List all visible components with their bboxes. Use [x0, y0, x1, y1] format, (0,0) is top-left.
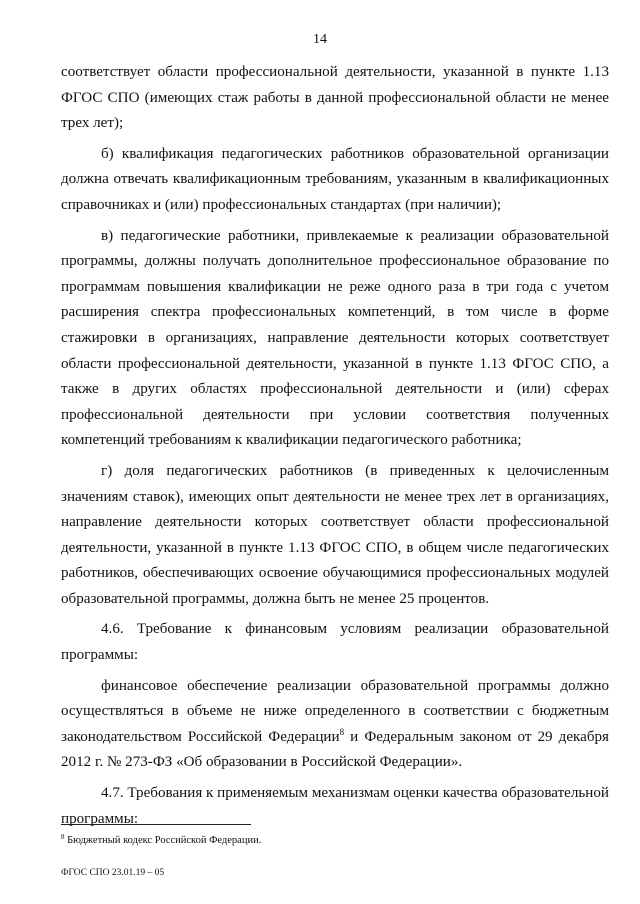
paragraph-g: г) доля педагогических работников (в приведенных к целочисленным значениям ставок), имеющих опыт деятельности не менее трех лет в организациях, направление деятельности которых соответствует области профессиональной деятельности, указанной в пункте 1.13 ФГОС СПО, в общем числе педагогических работников, обеспечивающих освоение обучающимися профессиональных модулей образовательной программы, должна быть не менее 25 процентов.: [61, 462, 609, 607]
paragraph-continuation: соответствует области профессиональной деятельности, указанной в пункте 1.13 ФГОС СПО (имеющих стаж работы в данной профессиональной области не менее трех лет);: [61, 64, 609, 132]
footnote-text: Бюджетный кодекс Российской Федерации.: [67, 835, 262, 846]
document-body: [61, 60, 609, 837]
paragraph-v: в) педагогические работники, привлекаемые к реализации образовательной программы, должны получать дополнительное профессиональное образование по программам повышения квалификации не реже одного раза в три года с учетом расширения спектра профессиональных компетенций, в том числе в форме стажировки в организациях, направление деятельности которых соответствует области профессиональной деятельности, указанной в пункте 1.13 ФГОС СПО, а также в других областях профессиональной деятельности и (или) сферах профессиональной деятельности при условии соответствия полученных компетенций требованиям к квалификации педагогического работника;: [61, 227, 609, 449]
paragraph-financial: [61, 674, 609, 776]
paragraph-financial-text-2: и Федеральным законом от 29 декабря 2012 г. № 273-ФЗ «Об образовании в Российской Федерации».: [61, 728, 609, 771]
footnote-divider: [61, 824, 251, 825]
page-number: 14: [313, 32, 327, 47]
section-4-6-heading: 4.6. Требование к финансовым условиям реализации образовательной программы:: [61, 621, 609, 664]
footnote-ref: 8: [339, 726, 345, 737]
paragraph-b: б) квалификация педагогических работников образовательной организации должна отвечать квалификационным требованиям, указанным в квалификационных справочниках и (или) профессиональных стандартах (при наличии);: [61, 145, 609, 213]
section-4-7-heading: 4.7. Требования к применяемым механизмам оценки качества образовательной программы:: [61, 785, 609, 827]
paragraph-financial-text-1: финансовое обеспечение реализации образовательной программы должно осуществляться в объеме не ниже определенного в соответствии с бюджетным законодательством Российской Федерации: [61, 677, 609, 745]
footnote-mark: 8: [61, 833, 65, 841]
footnote: [61, 834, 561, 848]
document-code: ФГОС СПО 23.01.19 – 05: [61, 868, 165, 878]
